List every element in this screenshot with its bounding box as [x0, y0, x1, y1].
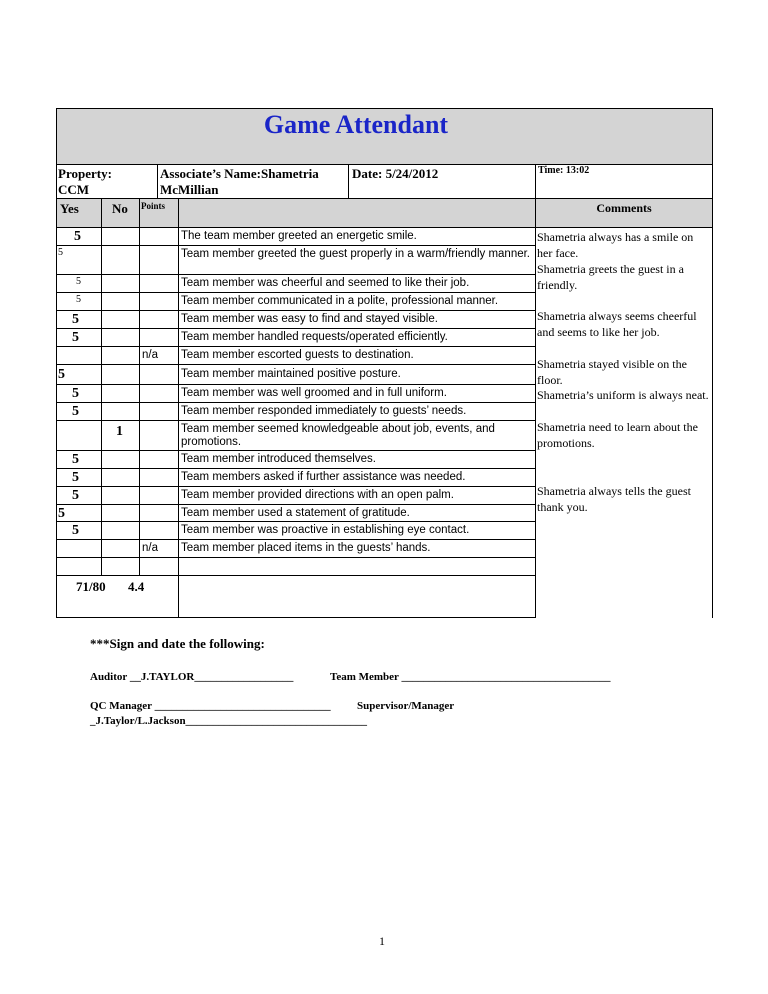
auditor-signature: Auditor __J.TAYLOR__________________ — [90, 671, 294, 683]
property-value: CCM — [58, 182, 90, 197]
criterion-10: Team member responded immediately to guests’ needs. — [181, 405, 467, 417]
criterion-6: Team member handled requests/operated efficiently. — [181, 331, 448, 343]
comment-6: Shametria need to learn about the promotions. — [537, 420, 698, 450]
comment-4: Shametria stayed visible on the floor. — [537, 357, 687, 387]
yes-mark: 5 — [76, 294, 81, 305]
comment-5: Shametria’s uniform is always neat. — [537, 388, 709, 402]
associate-first-name: Shametria — [260, 166, 319, 181]
criterion-7: Team member escorted guests to destination. — [181, 349, 414, 361]
criterion-8: Team member maintained positive posture. — [181, 368, 401, 380]
points-mark: n/a — [142, 542, 158, 554]
team-member-signature: Team Member ______________________________________ — [330, 671, 611, 683]
yes-mark: 5 — [58, 506, 65, 521]
criterion-5: Team member was easy to find and stayed visible. — [181, 313, 438, 325]
criterion-15: Team member used a statement of gratitude. — [181, 507, 410, 519]
supervisor-signature: _J.Taylor/L.Jackson_________________________________ — [90, 715, 368, 727]
total-score: 71/80 — [76, 579, 106, 594]
yes-mark: 5 — [74, 229, 81, 244]
criterion-11: Team member seemed knowledgeable about job, events, and promotions. — [181, 423, 495, 448]
form-title: Game Attendant — [263, 110, 449, 139]
criterion-12: Team member introduced themselves. — [181, 453, 376, 465]
associate-last-name: McMillian — [160, 182, 219, 197]
col-no: No — [112, 201, 128, 216]
yes-mark: 5 — [72, 523, 79, 538]
supervisor-label: Supervisor/Manager — [357, 700, 455, 712]
qc-manager-signature: QC Manager ________________________________ — [90, 700, 331, 712]
yes-mark: 5 — [72, 330, 79, 345]
points-mark: n/a — [142, 349, 158, 361]
criterion-16: Team member was proactive in establishing eye contact. — [181, 524, 470, 536]
time-field: Time: 13:02 — [538, 165, 590, 176]
sign-instruction: ***Sign and date the following: — [90, 636, 265, 651]
average-score: 4.4 — [128, 579, 145, 594]
criterion-17: Team member placed items in the guests’ hands. — [181, 542, 431, 554]
criterion-13: Team members asked if further assistance was needed. — [181, 471, 466, 483]
property-label: Property: — [58, 166, 112, 181]
yes-mark: 5 — [58, 247, 63, 258]
col-points: Points — [141, 201, 166, 211]
yes-mark: 5 — [72, 488, 79, 503]
comment-3: Shametria always seems cheerful and seems to like her job. — [537, 309, 697, 339]
comment-2: Shametria greets the guest in a friendly. — [537, 262, 684, 292]
col-yes: Yes — [60, 201, 79, 216]
criterion-3: Team member was cheerful and seemed to like their job. — [181, 277, 470, 289]
yes-mark: 5 — [72, 386, 79, 401]
property-field — [58, 166, 112, 198]
yes-mark: 5 — [76, 276, 81, 287]
comment-1: Shametria always has a smile on her face. — [537, 230, 694, 260]
yes-mark: 5 — [72, 470, 79, 485]
yes-mark: 5 — [72, 404, 79, 419]
associate-field — [160, 166, 319, 198]
page-number: 1 — [379, 934, 385, 948]
criterion-9: Team member was well groomed and in full uniform. — [181, 387, 447, 399]
no-mark: 1 — [116, 424, 123, 439]
comment-7: Shametria always tells the guest thank you. — [537, 484, 691, 514]
yes-mark: 5 — [72, 312, 79, 327]
col-comments: Comments — [596, 201, 652, 215]
criterion-2: Team member greeted the guest properly in a warm/friendly manner. — [181, 248, 530, 260]
yes-mark: 5 — [58, 367, 65, 382]
yes-mark: 5 — [72, 452, 79, 467]
date-field: Date: 5/24/2012 — [352, 166, 439, 181]
criterion-1: The team member greeted an energetic smile. — [181, 230, 417, 242]
associate-label: Associate’s Name: — [160, 166, 261, 181]
criterion-4: Team member communicated in a polite, professional manner. — [181, 295, 499, 307]
criterion-14: Team member provided directions with an open palm. — [181, 489, 454, 501]
